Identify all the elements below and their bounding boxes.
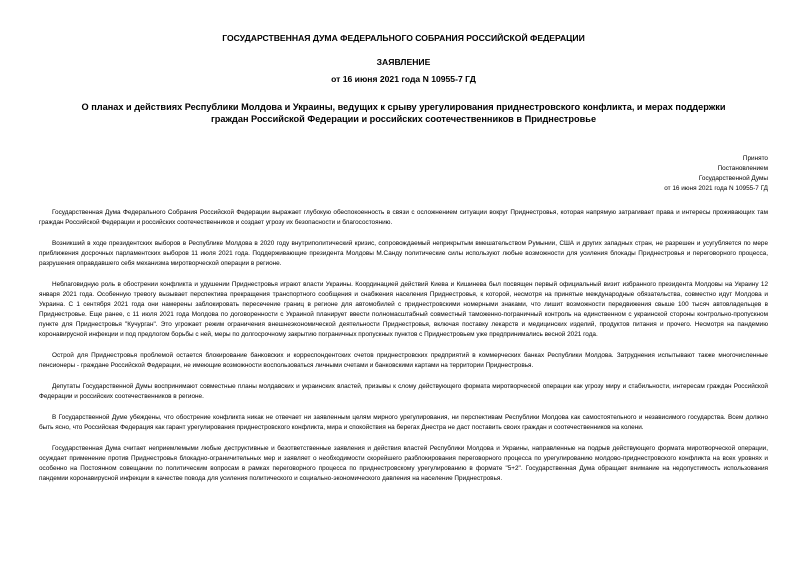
body-paragraph: Государственная Дума Федерального Собрания Российской Федерации выражает глубокую обеспокоенность в связи с осложнением ситуации вокруг Приднестровья, которая напрямую затрагивает права и интересы проживающих там граждан Российской Федерации и российских соотечественников и создает угрозу их безопасности и благосостоянию. [39,209,768,226]
adoption-note [664,154,768,194]
adoption-line: Постановлением [717,165,768,172]
statement-body [39,208,768,495]
adoption-line: Принято [742,155,768,162]
body-paragraph: Возникший в ходе президентских выборов в Республике Молдова в 2020 году внутриполитический кризис, сопровождаемый неприкрытым вмешательством Румынии, США и других западных стран, не разрешен и усугубляется по мере приближения досрочных парламентских выборов 11 июля 2021 года. Поддерживающие президента Молдовы М.Санду политические силы используют любые возможности для усиления блокады Приднестровья и переговорного процесса, разрушения оправдавшего себя механизма миротворческой операции в регионе. [39,240,768,267]
issuing-organization: ГОСУДАРСТВЕННАЯ ДУМА ФЕДЕРАЛЬНОГО СОБРАНИЯ РОССИЙСКОЙ ФЕДЕРАЦИИ [222,33,585,43]
body-paragraph: Депутаты Государственной Думы воспринимают совместные планы молдавских и украинских властей, призывы к слому действующего формата миротворческой операции как угрозу миру и стабильности, интересам граждан Российской Федерации и российских соотечественников в регионе. [39,383,768,400]
body-paragraph: Острой для Приднестровья проблемой остается блокирование банковских и корреспондентских счетов приднестровских предприятий в коммерческих банках Республики Молдова. Затруднения испытывают также многочисленные пенсионеры - граждане Российской Федерации, не имеющие возможности воспользоваться личными счетами и банковскими картами на территории Приднестровья. [39,352,768,369]
body-paragraph: Государственная Дума считает неприемлемыми любые деструктивные и безответственные заявления и действия властей Республики Молдова и Украины, направленные на подрыв действующего формата миротворческой операции, осуждает применение против Приднестровья блокадно-ограничительных мер и заявляет о необходимости скорейшего разблокирования переговорного процесса по урегулированию молдово-приднестровского конфликта на всех уровнях и особенно на Постоянном совещании по политическим вопросам в рамках переговорного процесса по приднестровскому урегулированию в формате "5+2". Государственная Дума обращает внимание на недопустимость использования пандемии коронавирусной инфекции в качестве повода для усиления политического и социально-экономического давления на население Приднестровья. [39,445,768,482]
adoption-line: от 16 июня 2021 года N 10955-7 ГД [664,185,768,192]
document-date-number: от 16 июня 2021 года N 10955-7 ГД [331,74,476,84]
body-paragraph: В Государственной Думе убеждены, что обострение конфликта никак не отвечает ни заявленным целям мирного урегулирования, ни перспективам Республики Молдова как самостоятельного и независимого государства. Всем должно быть ясно, что Российская Федерация как гарант урегулирования приднестровского конфликта, мира и спокойствия на берегах Днестра не даст поставить своих граждан и соотечественников на колени. [39,414,768,431]
adoption-line: Государственной Думы [698,175,768,182]
document-title: О планах и действиях Республики Молдова и Украины, ведущих к срыву урегулирования приднестровского конфликта, и мерах поддержки граждан Российской Федерации и российских соотечественников в Приднестровье [81,102,726,124]
body-paragraph: Неблаговидную роль в обострении конфликта и удушении Приднестровья играют власти Украины. Координацией действий Киева и Кишинева был посвящен первый официальный визит избранного президента Молдовы на Украину 12 января 2021 года. Особенную тревогу вызывает перспектива прекращения транспортного сообщения и снабжения населения Приднестровья, к которой, несмотря на принятые международные обязательства, совместно идут Молдова и Украина. С 1 сентября 2021 года они намерены заблокировать пересечение границ в регионе для автомобилей с приднестровскими номерными знаками, что лишит возможности передвижения свыше 100 тысяч автовладельцев в Приднестровье. Еще ранее, с 11 июля 2021 года Молдова по договоренности с Украиной планирует ввести полномасштабный совместный таможенно-пограничный контроль на единственном с украинской стороны контрольно-пропускном пункте для Приднестровья "Кучурган". Это угрожает режим ограничения внешнеэкономической деятельности Приднестровья, включая поставку лекарств и медицинских изделий, продуктов питания и прочего. Несмотря на пандемию коронавирусной инфекции и под предлогом борьбы с ней, меры по долгосрочному закрытию пограничных пропускных пунктов с Приднестровьем уже предпринимались весной 2021 года. [39,281,768,338]
document-type: ЗАЯВЛЕНИЕ [376,57,431,67]
